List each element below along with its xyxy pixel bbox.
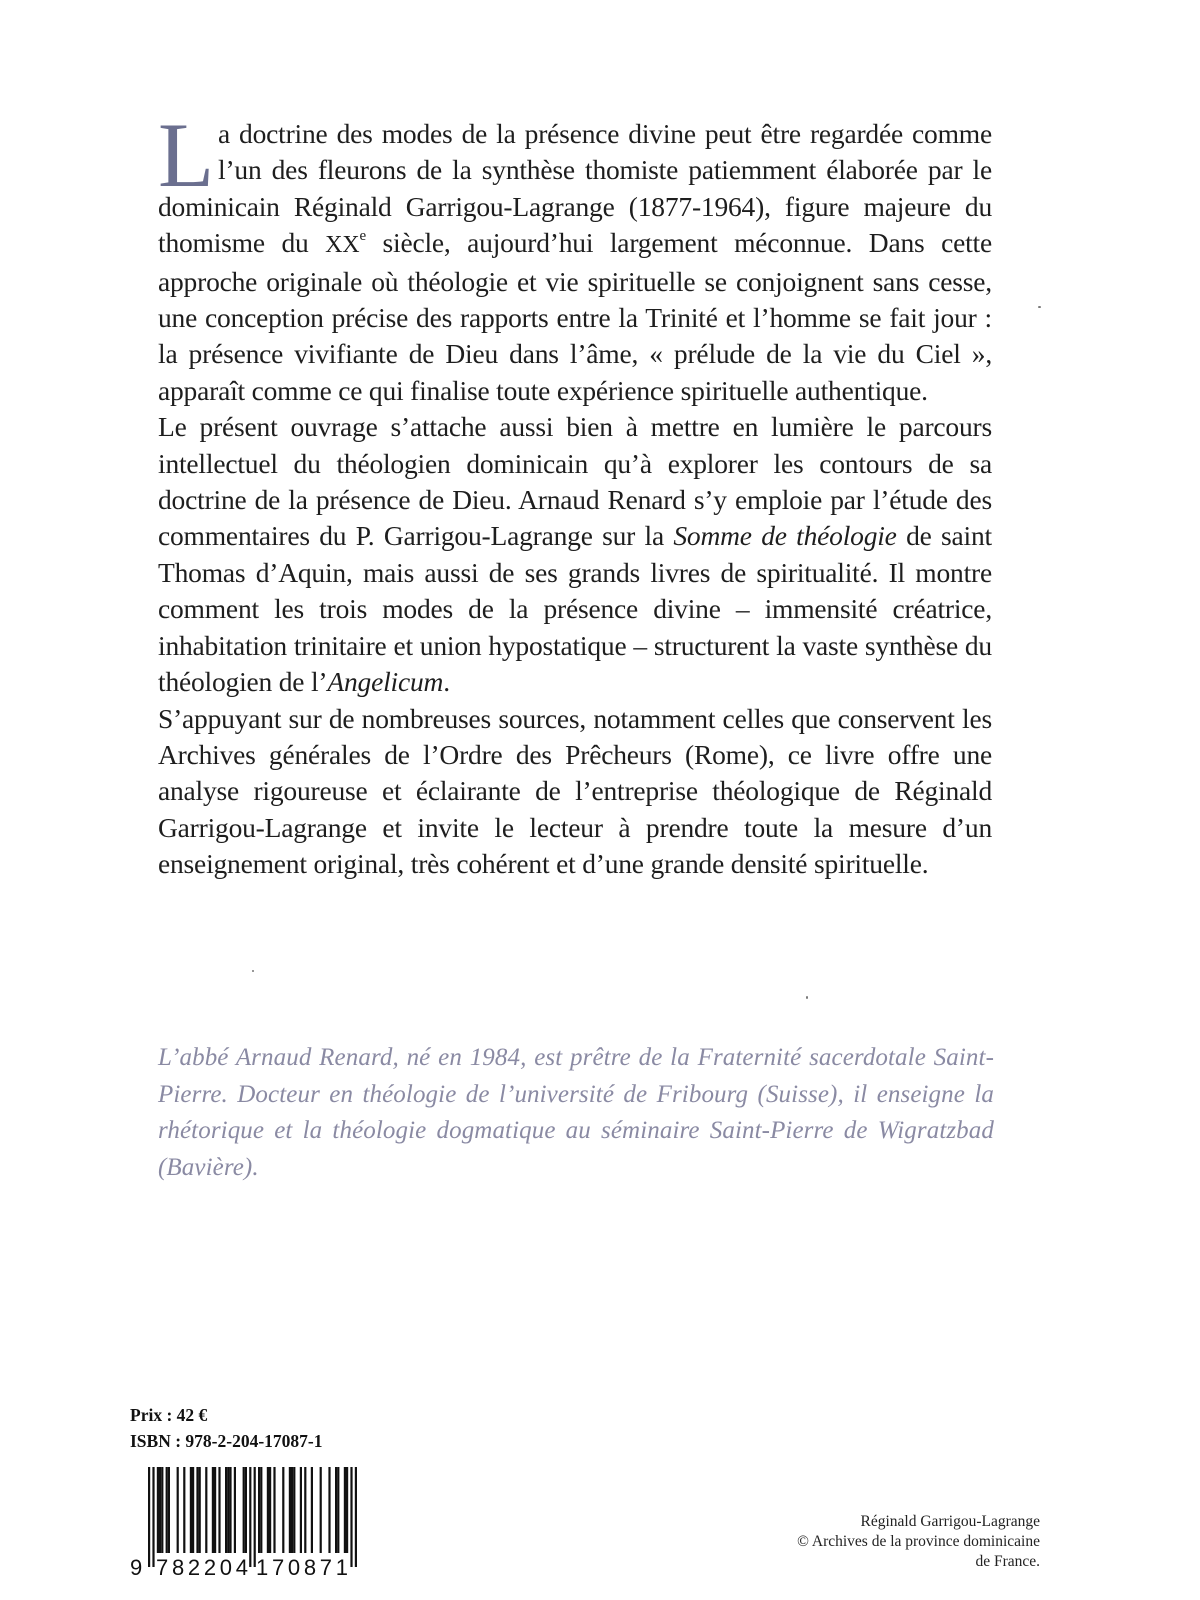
century-superscript: e: [359, 228, 366, 245]
title-somme-de-theologie: Somme de théologie: [673, 520, 897, 552]
barcode-bar: [293, 1467, 295, 1553]
drop-cap: L: [158, 104, 214, 206]
barcode-left-digits: 782204: [156, 1555, 248, 1577]
barcode-bar: [159, 1467, 161, 1553]
barcode-bar: [289, 1467, 291, 1553]
barcode-bar: [183, 1467, 185, 1553]
price-label: Prix : 42 €: [130, 1405, 208, 1425]
credit-line-3: de France.: [975, 1553, 1040, 1570]
barcode-bar: [196, 1467, 198, 1553]
barcode-bars: [148, 1467, 357, 1567]
barcode-bar: [267, 1467, 269, 1553]
barcode-bar: [304, 1467, 306, 1553]
barcode-bar: [229, 1467, 231, 1553]
barcode-bar: [282, 1467, 284, 1553]
barcode-bar: [254, 1467, 256, 1567]
barcode-bar: [243, 1467, 245, 1553]
paragraph-1-text: a doctrine des modes de la présence divine peut être regardée comme l’un des fleurons de la synthèse thomiste patiemment élaborée par le dominicain Réginald Garrigou-Lagrange (1877-1964), figure majeure du thomisme du: [158, 118, 992, 259]
barcode-bar: [300, 1467, 302, 1553]
barcode-bar: [192, 1467, 194, 1553]
barcode-bar: [335, 1467, 337, 1553]
barcode-bar: [320, 1467, 322, 1553]
barcode-bar: [205, 1467, 207, 1553]
paragraph-1-rest: siècle, aujourd’hui largement méconnue. Dans cette approche originale où théologie et vie spirituelle se conjoignent sans cesse, une conception précise des rapports entre la Trinité et l’homme se fait jour : la présence vivifiante de Dieu dans l’âme, « prélude de la vie du Ciel », apparaît comme ce qui finalise toute expérience spirituelle authentique.: [158, 227, 993, 406]
scan-speck: [1038, 306, 1041, 308]
barcode-graphic: [128, 1467, 368, 1577]
title-angelicum: Angelicum: [327, 666, 444, 698]
barcode-bar: [260, 1467, 262, 1553]
paragraph-2-part-1: Le présent ouvrage s’attache aussi bien à mettre en lumière le parcours intellectuel du théologien dominicain qu’à explorer les contours de sa doctrine de la présence de Dieu. Arnaud Renard s’y emploie par l’étude des commentaires du P. Garrigou-Lagrange sur la: [158, 411, 992, 552]
barcode-bar: [355, 1467, 357, 1567]
barcode-bar: [258, 1467, 260, 1553]
isbn-barcode: [128, 1467, 368, 1577]
paragraph-2-part-3: .: [443, 666, 450, 698]
barcode-bar: [291, 1467, 293, 1553]
scan-speck: [252, 970, 254, 972]
credit-line-1: Réginald Garrigou-Lagrange: [860, 1513, 1040, 1530]
barcode-bar: [337, 1467, 339, 1553]
author-bio: L’abbé Arnaud Renard, né en 1984, est prêtre de la Fraternité sacerdotale Saint-Pierre. Docteur en théologie de l’université de Fribourg (Suisse), il enseigne la rhétorique et la théologie dogmatique au séminaire Saint-Pierre de Wigratzbad (Bavière).: [158, 1044, 994, 1181]
barcode-bar: [350, 1467, 352, 1567]
credit-line-2: © Archives de la province dominicaine: [797, 1533, 1040, 1550]
barcode-bar: [269, 1467, 271, 1553]
description-paragraph-2: [158, 409, 992, 700]
barcode-bar: [346, 1467, 348, 1553]
barcode-bar: [168, 1467, 170, 1553]
book-description: [158, 104, 993, 883]
barcode-bar: [249, 1467, 251, 1567]
barcode-bar: [344, 1467, 346, 1553]
barcode-bar: [157, 1467, 159, 1553]
barcode-bar: [225, 1467, 227, 1553]
century-numeral: XX: [325, 232, 360, 259]
barcode-bar: [273, 1467, 275, 1553]
scan-speck: [806, 996, 808, 999]
photo-credit: [797, 1512, 1040, 1572]
barcode-bar: [148, 1467, 150, 1567]
barcode-first-digit: 9: [130, 1555, 143, 1577]
barcode-right-digits: 170871: [256, 1555, 348, 1577]
barcode-bar: [218, 1467, 220, 1553]
barcode-bar: [212, 1467, 214, 1553]
paragraph-2-part-2: de saint Thomas d’Aquin, mais aussi de ses grands livres de spiritualité. Il montre comment les trois modes de la présence divine – immensité créatrice, inhabitation trinitaire et union hypostatique – structurent la vaste synthèse du théologien de l’: [158, 520, 992, 698]
isbn-label: ISBN : 978-2-204-17087-1: [130, 1431, 323, 1451]
barcode-bar: [177, 1467, 179, 1553]
barcode-bar: [227, 1467, 229, 1553]
barcode-bar: [214, 1467, 216, 1553]
barcode-bar: [199, 1467, 201, 1553]
price-block: [130, 1402, 323, 1454]
barcode-bar: [161, 1467, 163, 1553]
barcode-bar: [311, 1467, 313, 1553]
description-paragraph-1: [158, 104, 993, 409]
barcode-bar: [190, 1467, 192, 1553]
description-paragraph-3: S’appuyant sur de nombreuses sources, notamment celles que conservent les Archives générales de l’Ordre des Prêcheurs (Rome), ce livre offre une analyse rigoureuse et éclairante de l’entreprise théologique de Réginald Garrigou-Lagrange et invite le lecteur à prendre toute la mesure d’un enseignement original, très cohérent et d’une grande densité spirituelle.: [158, 702, 992, 880]
barcode-bar: [328, 1467, 330, 1553]
barcode-bar: [245, 1467, 247, 1553]
barcode-bar: [234, 1467, 236, 1553]
barcode-bar: [166, 1467, 168, 1553]
barcode-bar: [152, 1467, 154, 1567]
